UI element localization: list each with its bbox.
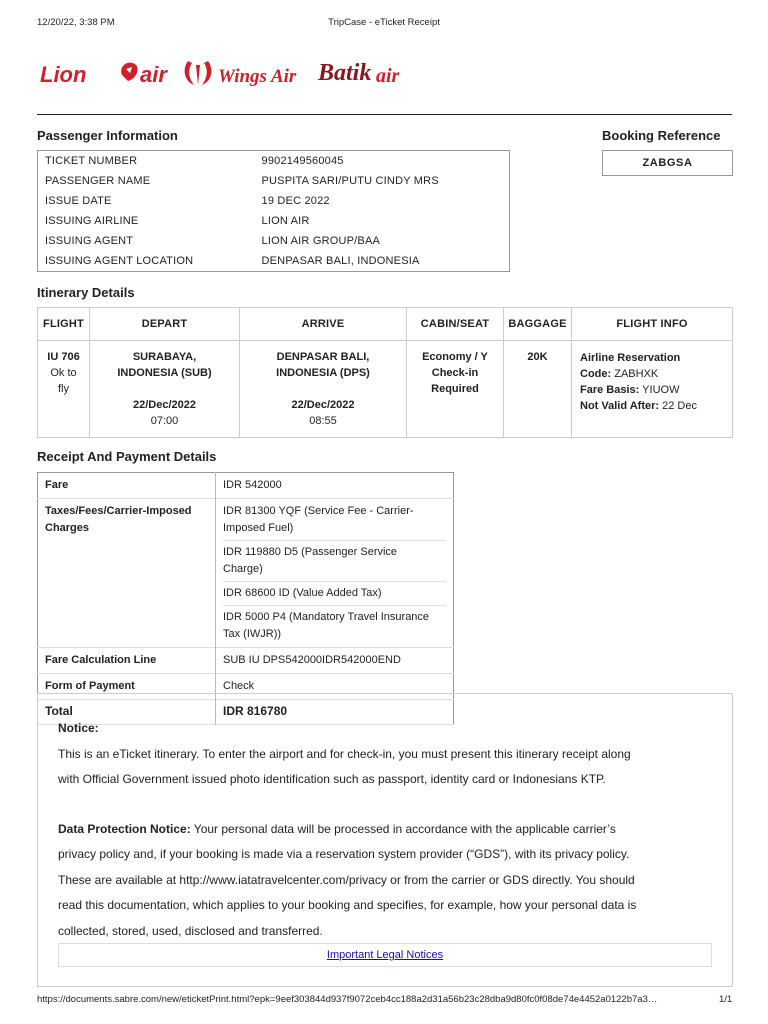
lion-head-icon [121,63,137,81]
itinerary-section-title: Itinerary Details [37,285,135,300]
fare-basis-value: YIUOW [642,384,680,396]
data-protection-line: read this documentation, which applies to your booking and specifies, for example, how your personal data is [58,898,637,912]
fare-label: Fare [38,473,216,499]
itinerary-table [37,307,733,438]
tax-item [223,503,446,541]
taxes-label-line1: Taxes/Fees/Carrier-Imposed [45,505,192,517]
arrive-city-line2: INDONESIA (DPS) [276,367,370,379]
batik-logo-text: Batik [318,60,372,86]
col-header-arrive: ARRIVE [240,308,407,341]
tax-item-line1: IDR 5000 P4 (Mandatory Travel Insurance [223,611,430,623]
table-row [38,473,454,499]
taxes-label-line2: Charges [45,522,90,534]
data-protection-line: collected, stored, used, disclosed and transferred. [58,923,323,938]
taxes-values [216,499,454,648]
col-header-flight-info: FLIGHT INFO [572,308,733,341]
notice-heading: Notice: [58,721,99,735]
passenger-key: ISSUING AIRLINE [45,215,139,227]
data-protection-line: privacy policy and, if your booking is made via a reservation system provider (“GDS”), with its privacy policy. [58,847,630,861]
booking-section-title: Booking Reference [602,128,721,143]
tax-item [223,609,446,643]
print-url: https://documents.sabre.com/new/eticketPrint.html?epk=9eef303844d937f9072ceb4cc188a2d31a56b23c28dba9d80fc0f08de74e4452a0122b7a3… [37,994,658,1005]
passenger-value: LION AIR [261,215,310,227]
baggage-cell [504,341,572,438]
payment-section-title: Receipt And Payment Details [37,449,217,464]
print-title: TripCase - eTicket Receipt [328,17,440,28]
payment-form-label: Form of Payment [38,674,216,700]
lion-logo-text: Lion [40,62,87,87]
tax-item-line2: Charge) [223,563,263,575]
col-header-flight: FLIGHT [38,308,90,341]
print-footer [37,994,737,1005]
flight-cell [38,341,90,438]
passenger-value: LION AIR GROUP/BAA [261,235,381,247]
arrive-date: 22/Dec/2022 [291,399,355,411]
not-valid-after-label: Not Valid After: [580,400,660,412]
tax-item [223,585,446,606]
print-page-number: 1/1 [719,994,733,1005]
reservation-label-line2: Code: [580,368,612,380]
legal-notices-link[interactable]: Important Legal Notices [326,949,444,961]
depart-city-line1: SURABAYA, [132,351,197,363]
table-row [38,231,510,251]
data-protection-line: Your personal data will be processed in accordance with the applicable carrier’s [190,821,616,836]
booking-reference-code: ZABGSA [602,150,733,176]
table-row [38,171,510,191]
depart-time: 07:00 [150,415,179,427]
total-label: Total [38,700,216,725]
passenger-key: TICKET NUMBER [45,155,138,167]
legal-notices-box [58,943,712,967]
arrive-cell [240,341,407,438]
tax-item-line2: Imposed Fuel) [223,522,294,534]
payment-table [37,472,454,725]
data-protection-line: These are available at http://www.iatatravelcenter.com/privacy or from the carrier or GDS directly. You should [58,872,635,887]
depart-city-line2: INDONESIA (SUB) [117,367,212,379]
lion-air-logo-text: air [140,62,167,87]
reservation-label-line1: Airline Reservation [580,352,681,364]
flight-status-line2: fly [58,383,69,395]
passenger-section-title: Passenger Information [37,128,178,143]
airline-logos-svg [40,55,440,91]
batik-air-logo-text: air [376,65,400,87]
cabin-class: Economy / Y [422,351,488,363]
passenger-table [37,150,510,272]
depart-date: 22/Dec/2022 [133,399,196,411]
airline-logos [40,55,440,91]
wings-icon [185,61,212,85]
fare-value: IDR 542000 [223,479,282,491]
table-row [38,341,733,438]
flight-status-line1: Ok to [50,367,77,379]
arrive-city-line1: DENPASAR BALI, [276,351,370,363]
fare-basis-label: Fare Basis: [580,384,640,396]
cabin-cell [407,341,504,438]
passenger-key: ISSUING AGENT [45,235,134,247]
tax-item-line1: IDR 68600 ID (Value Added Tax) [223,587,382,599]
not-valid-after-value: 22 Dec [662,400,697,412]
print-timestamp: 12/20/22, 3:38 PM [37,17,115,28]
col-header-baggage: BAGGAGE [504,308,572,341]
tax-item-line1: IDR 81300 YQF (Service Fee - Carrier- [223,505,414,517]
table-row [38,211,510,231]
tax-item-line2: Tax (IWJR)) [223,628,282,640]
header-divider [37,114,732,115]
flight-number: IU 706 [47,351,80,363]
tax-item-line1: IDR 119880 D5 (Passenger Service [223,546,398,558]
notice-line: This is an eTicket itinerary. To enter the airport and for check-in, you must present this itinerary receipt along [58,746,631,761]
payment-form-value: Check [223,680,255,692]
passenger-key: ISSUING AGENT LOCATION [45,255,194,267]
arrive-time: 08:55 [309,415,337,427]
data-protection-heading: Data Protection Notice: [58,821,191,836]
tax-item [223,544,446,582]
data-protection-paragraph [58,817,712,843]
flight-info-cell [572,341,733,438]
col-header-cabin: CABIN/SEAT [407,308,504,341]
passenger-value: DENPASAR BALI, INDONESIA [261,255,420,267]
passenger-key: ISSUE DATE [45,195,112,207]
notice-line: with Official Government issued photo identification such as passport, identity card or Indonesians KTP. [58,772,606,786]
table-row [38,191,510,211]
reservation-code: ZABHXK [614,368,659,380]
print-header [0,17,768,29]
cabin-checkin-line2: Required [431,383,479,395]
total-value: IDR 816780 [223,704,288,718]
passenger-value: 9902149560045 [261,155,344,167]
baggage-allowance: 20K [527,351,548,363]
table-row [38,151,510,172]
depart-cell [90,341,240,438]
table-row [38,648,454,674]
table-row [38,499,454,648]
notice-box [37,693,733,987]
table-row [38,251,510,272]
cabin-checkin-line1: Check-in [431,367,479,379]
fare-calc-label: Fare Calculation Line [38,648,216,674]
passenger-key: PASSENGER NAME [45,175,151,187]
fare-calc-value: SUB IU DPS542000IDR542000END [223,654,401,666]
taxes-label [38,499,216,648]
col-header-depart: DEPART [90,308,240,341]
wings-air-logo-text: Wings Air [218,66,297,87]
passenger-value: PUSPITA SARI/PUTU CINDY MRS [261,175,439,187]
itinerary-header-row [38,308,733,341]
passenger-value: 19 DEC 2022 [261,195,330,207]
